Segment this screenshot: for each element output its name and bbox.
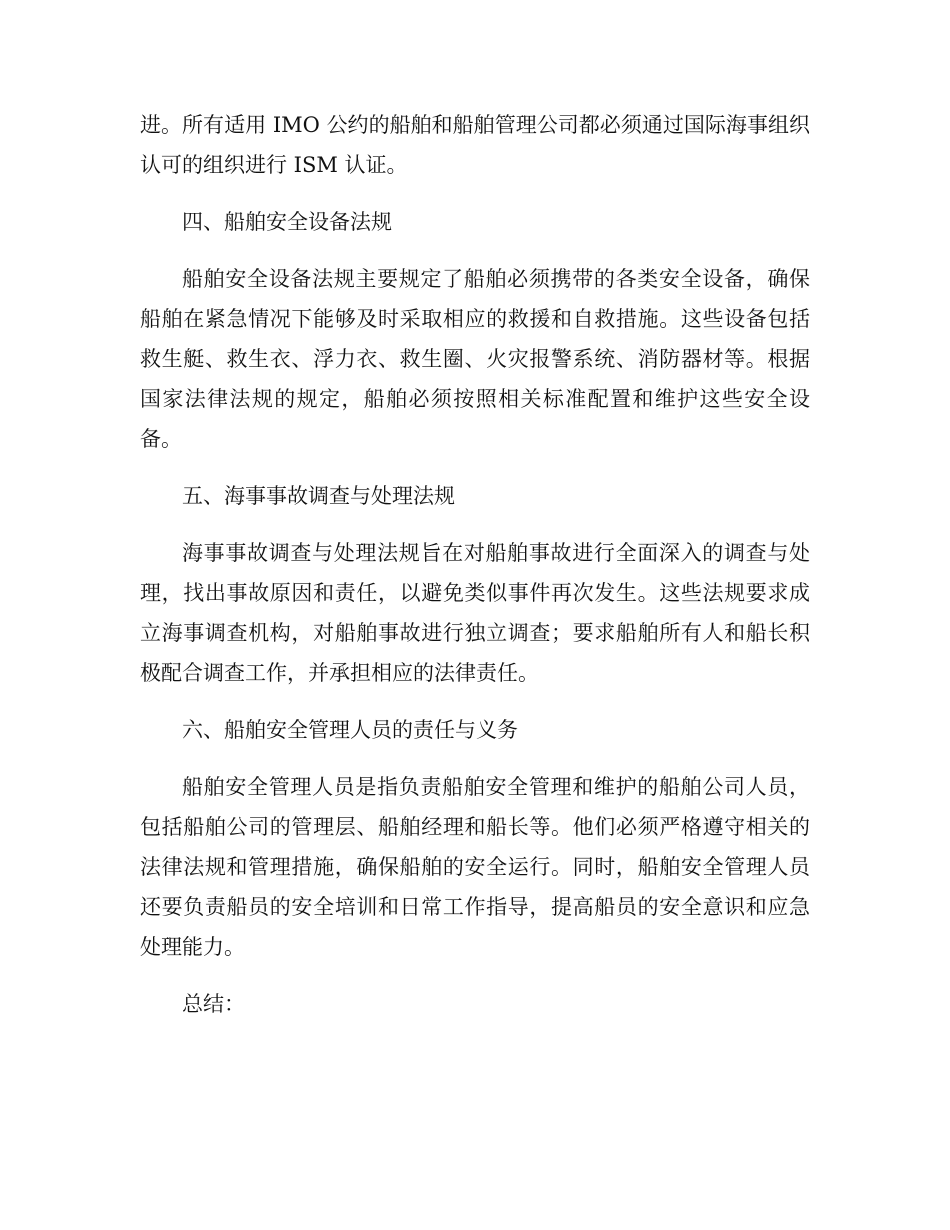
paragraph-continuation: 进。所有适用 IMO 公约的船舶和船舶管理公司都必须通过国际海事组织认可的组织进行 ISM 认证。 bbox=[140, 113, 810, 177]
section-heading-6: 六、船舶安全管理人员的责任与义务 bbox=[182, 718, 518, 742]
document-body bbox=[140, 105, 810, 1041]
paragraph-accident-investigation: 海事事故调查与处理法规旨在对船舶事故进行全面深入的调查与处理，找出事故原因和责任，以避免类似事件再次发生。这些法规要求成立海事调查机构，对船舶事故进行独立调查；要求船舶所有人和船长积极配合调查工作，并承担相应的法律责任。 bbox=[140, 541, 810, 685]
paragraph-safety-equipment: 船舶安全设备法规主要规定了船舶必须携带的各类安全设备，确保船舶在紧急情况下能够及时采取相应的救援和自救措施。这些设备包括救生艇、救生衣、浮力衣、救生圈、火灾报警系统、消防器材等。根据国家法律法规的规定，船舶必须按照相关标准配置和维护这些安全设备。 bbox=[140, 267, 810, 451]
section-heading-4: 四、船舶安全设备法规 bbox=[182, 210, 392, 234]
paragraph-management-duties: 船舶安全管理人员是指负责船舶安全管理和维护的船舶公司人员，包括船舶公司的管理层、船舶经理和船长等。他们必须严格遵守相关的法律法规和管理措施，确保船舶的安全运行。同时，船舶安全管理人员还要负责船员的安全培训和日常工作指导，提高船员的安全意识和应急处理能力。 bbox=[140, 775, 810, 959]
section-heading-5: 五、海事事故调查与处理法规 bbox=[182, 484, 455, 508]
summary-heading: 总结： bbox=[182, 992, 245, 1016]
